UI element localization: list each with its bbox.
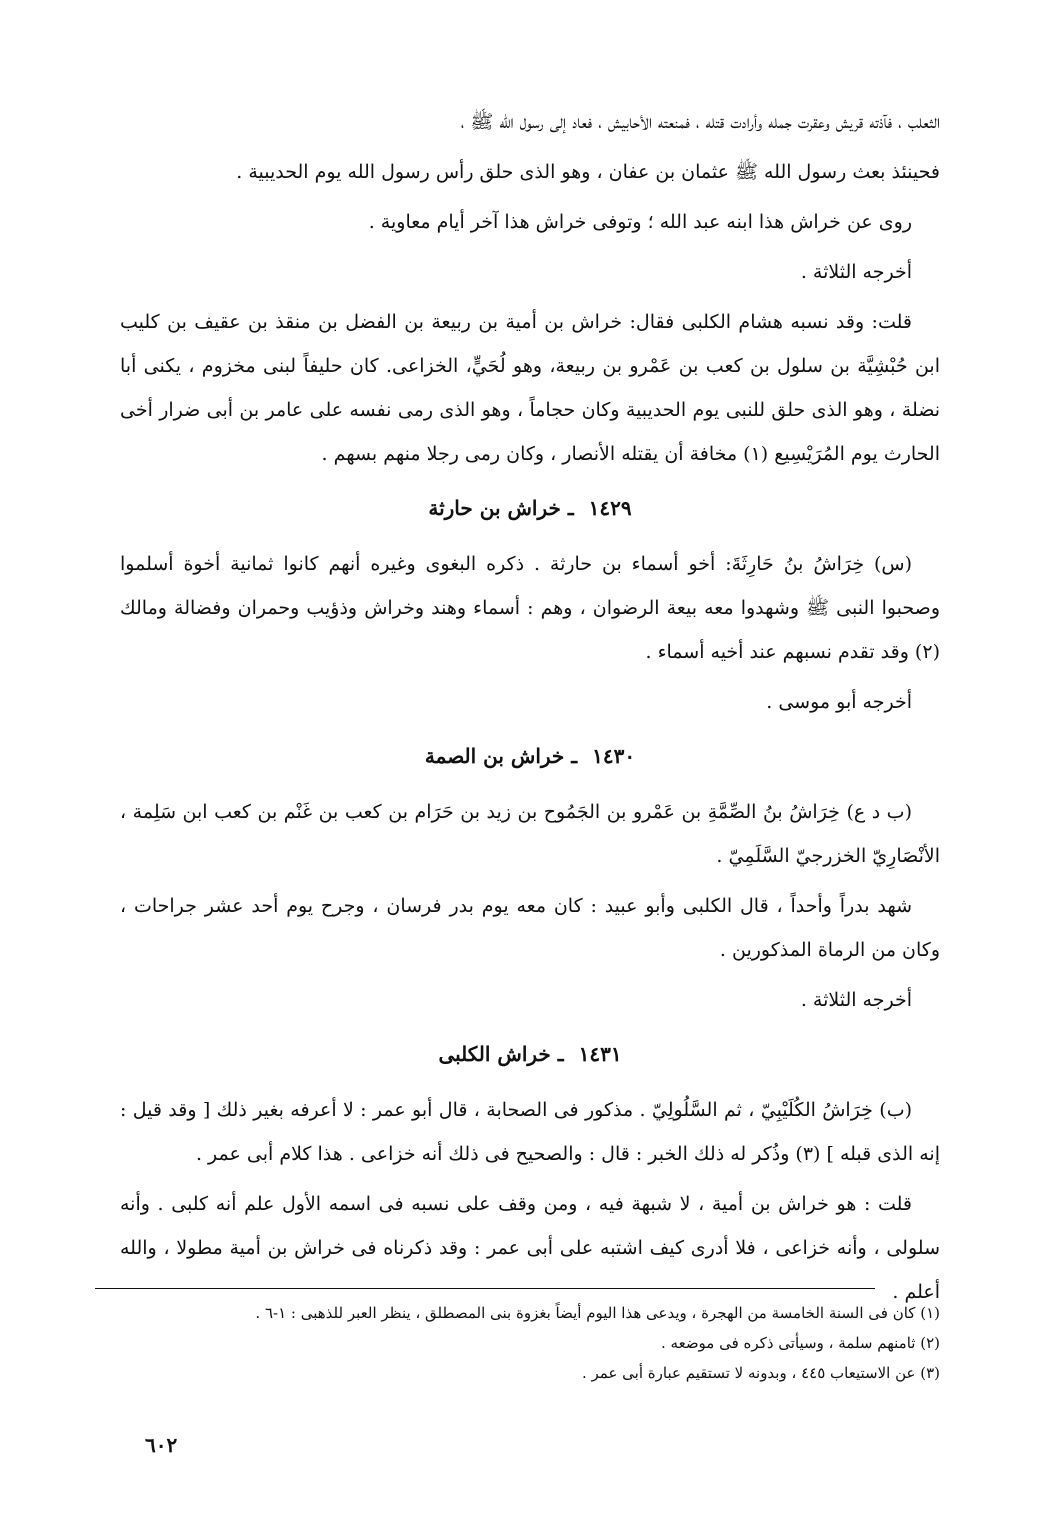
text-line: الثعلب ، فآذته قريش وعقرت جمله وأرادت قتله ، فمنعته الأحابيش ، فعاد إلى رسول الله ﷺ ، xyxy=(460,111,940,133)
footnote: (٣) عن الاستيعاب ٤٤٥ ، وبدونه لا تستقيم عبارة أبى عمر . xyxy=(581,1364,940,1382)
entry-heading: ١٤٣١ ـ خراش الكلبى xyxy=(438,1042,622,1066)
entry-paragraph: أخرجه الثلاثة . xyxy=(800,989,912,1011)
entry-paragraph: (ب د ع) خِرَاشُ بنُ الصِّمَّةِ بن عَمْرو بن الجَمُوح بن زيد بن حَرَام بن كعب بن غَنْم بن كعب ابن سَلِمة ، الأنْصَارِيّ الخزرجيّ السَّلَمِيّ . xyxy=(120,801,940,867)
entry-paragraph: أخرجه أبو موسى . xyxy=(766,691,912,713)
entry-title: خراش الكلبى xyxy=(438,1042,551,1066)
entry-paragraph: شهد بدراً وأحداً ، قال الكلبى وأبو عبيد : كان معه يوم بدر فرسان ، وجرح يوم أحد عشر جراحات ، وكان من الرماة المذكورين . xyxy=(120,895,940,961)
entry-number: ١٤٣٠ xyxy=(592,744,636,768)
entry-number: ١٤٢٩ xyxy=(588,496,632,520)
footnote: (١) كان فى السنة الخامسة من الهجرة ، ويدعى هذا اليوم أيضاً بغزوة بنى المصطلق ، ينظر العبر للذهبى : ١-٦ . xyxy=(255,1304,940,1322)
entry-heading: ١٤٣٠ ـ خراش بن الصمة xyxy=(424,744,636,768)
entry-title: خراش بن حارثة xyxy=(428,496,561,520)
page-number: ٦٠٢ xyxy=(145,1433,178,1457)
entry-paragraph: قلت : هو خراش بن أمية ، لا شبهة فيه ، ومن وقف على نسبه فى اسمه الأول علم أنه كلبى . وأنه سلولى ، وأنه خزاعى ، فلا أدرى كيف اشتبه على أبى عمر : وقد ذكرناه فى خراش بن أمية مطولا ، والله أعلم . xyxy=(120,1193,940,1303)
entry-title: خراش بن الصمة xyxy=(424,744,565,768)
entry-paragraph: (ب) خِرَاشُ الكُلَيْبِيّ ، ثم السَّلُولِيّ . مذكور فى الصحابة ، قال أبو عمر : لا أعرفه بغير ذلك [ وقد قيل : إنه الذى قبله ] (٣) وذُكر له ذلك الخبر : قال : والصحيح فى ذلك أنه خزاعى . هذا كلام أبى عمر . xyxy=(120,1099,940,1165)
main-text xyxy=(120,100,940,1320)
text-line: أخرجه الثلاثة . xyxy=(800,261,912,283)
text-line: روى عن خراش هذا ابنه عبد الله ؛ وتوفى خراش هذا آخر أيام معاوية . xyxy=(368,211,912,233)
footnote: (٢) ثامنهم سلمة ، وسيأتى ذكره فى موضعه . xyxy=(661,1334,940,1352)
footnote-divider xyxy=(95,1288,875,1289)
entry-paragraph: (س) خِرَاشُ بنُ حَارِثَةَ: أخو أسماء بن حارثة . ذكره البغوى وغيره أنهم كانوا ثمانية أخوة أسلموا وصحبوا النبى ﷺ وشهدوا معه بيعة الرضوان ، وهم : أسماء وهند وخراش وذؤيب وحمران وفضالة ومالك (٢) وقد تقدم نسبهم عند أخيه أسماء . xyxy=(120,553,940,663)
commentary-paragraph: قلت: وقد نسبه هشام الكلبى فقال: خراش بن أمية بن ربيعة بن الفضل بن منقذ بن عقيف بن كليب ابن حُبْشِيَّة بن سلول بن كعب بن عَمْرو بن ربيعة، وهو لُحَيٍّ، الخزاعى. كان حليفاً لبنى مخزوم ، يكنى أبا نضلة ، وهو الذى حلق للنبى يوم الحديبية وكان حجاماً ، وهو الذى رمى نفسه على عامر بن أبى ضرار أخى الحارث يوم المُرَيْسِيع (١) مخافة أن يقتله الأنصار ، وكان رمى رجلا منهم بسهم . xyxy=(120,311,940,465)
entry-heading: ١٤٢٩ ـ خراش بن حارثة xyxy=(428,496,632,520)
text-line: فحينئذ بعث رسول الله ﷺ عثمان بن عفان ، وهو الذى حلق رأس رسول الله يوم الحديبية . xyxy=(236,161,940,183)
footnotes xyxy=(200,1298,940,1388)
entry-number: ١٤٣١ xyxy=(578,1042,622,1066)
